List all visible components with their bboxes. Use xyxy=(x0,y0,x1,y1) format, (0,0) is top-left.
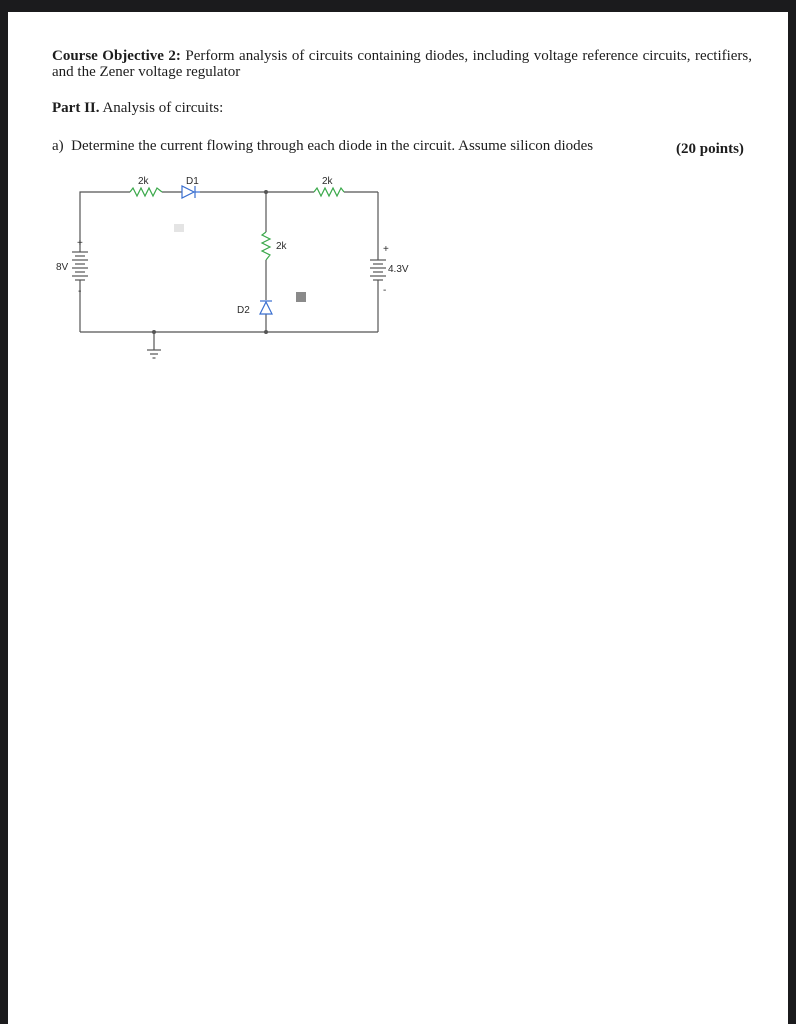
document-page xyxy=(8,12,788,1024)
d2-label: D2 xyxy=(237,305,250,316)
diode-d1 xyxy=(182,186,200,198)
junction-top xyxy=(264,190,268,194)
grey-marker xyxy=(296,292,306,302)
resistor-r3 xyxy=(262,232,270,260)
d1-label: D1 xyxy=(186,176,199,187)
objective-label: Course Objective 2: xyxy=(52,48,181,64)
junction-bottom xyxy=(264,330,268,334)
source-8v xyxy=(72,250,88,284)
source-right-plus: + xyxy=(383,244,389,255)
objective-text: Perform analysis of circuits containing diodes, including voltage reference circuits, rectifiers, and the Zener voltage regulator xyxy=(52,48,753,80)
source-right-minus: - xyxy=(383,285,387,296)
faint-marker xyxy=(174,224,184,232)
question-text: Determine the current flowing through each diode in the circuit. Assume silicon diodes xyxy=(71,138,594,154)
source-left-label: 8V xyxy=(56,262,69,273)
r2-label: 2k xyxy=(322,176,333,187)
r1-label: 2k xyxy=(138,176,149,187)
r3-label: 2k xyxy=(276,241,287,252)
question-a xyxy=(52,138,593,155)
diode-d2 xyxy=(260,301,272,314)
question-points: (20 points) xyxy=(676,141,744,157)
source-right-label: 4.3V xyxy=(388,264,409,275)
part-text: Analysis of circuits: xyxy=(102,100,224,116)
resistor-r1 xyxy=(130,188,162,196)
source-left-plus: + xyxy=(77,238,83,249)
part-label: Part II. xyxy=(52,100,100,116)
source-left-minus: - xyxy=(78,286,82,297)
part-heading xyxy=(52,100,223,117)
question-letter: a) xyxy=(52,138,64,154)
course-objective xyxy=(52,48,752,80)
circuit-wires xyxy=(80,192,378,358)
resistor-r2 xyxy=(314,188,344,196)
junction-ground xyxy=(152,330,156,334)
circuit-diagram xyxy=(38,172,409,367)
source-4-3v xyxy=(370,260,386,280)
